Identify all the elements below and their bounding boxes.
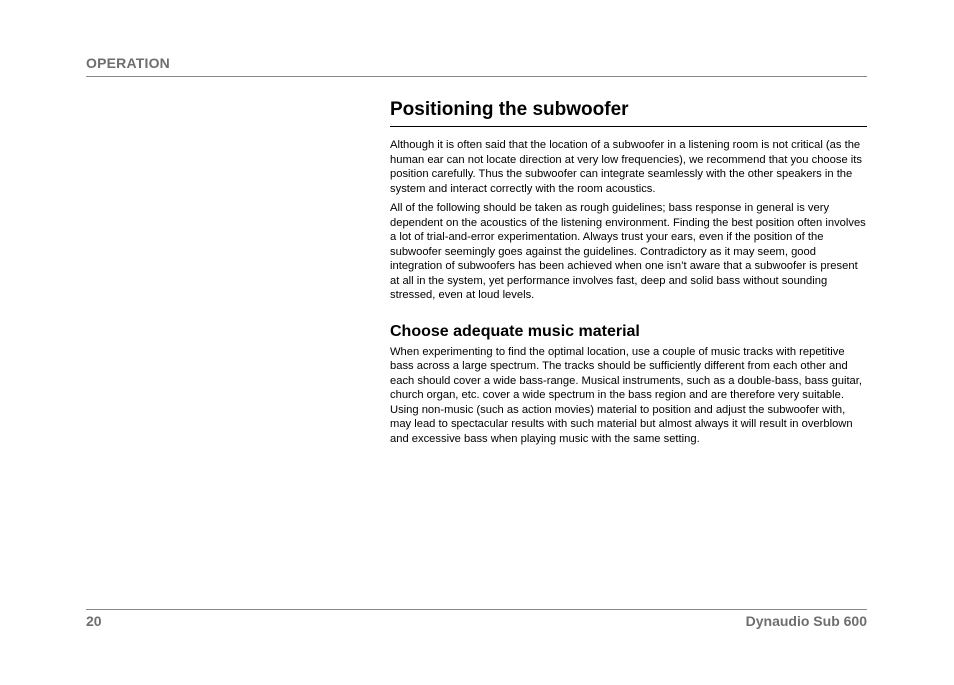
main-content: [390, 98, 867, 446]
section-header: OPERATION: [86, 55, 170, 71]
intro-paragraph: Although it is often said that the location of a subwoofer in a listening room is not critical (as the human ear can not locate direction at very low frequencies), we recommend that you choose its position carefully. Thus the subwoofer can integrate seamlessly with the other speakers in the system and interact correctly with the room acoustics.: [390, 139, 862, 195]
footer-divider: [86, 609, 867, 610]
subsection-title: Choose adequate music material: [390, 322, 640, 340]
header-divider: [86, 76, 867, 77]
guidelines-paragraph: All of the following should be taken as rough guidelines; bass response in general is very dependent on the acoustics of the listening environment. Finding the best position often involves a lot of trial-and-error experimentation. Always trust your ears, even if the position of the subwoofer seemingly goes against the guidelines. Contradictory as it may seem, good integration of subwoofers has been achieved when one isn’t aware that a subwoofer is present at all in the system, yet performance involves fast, deep and solid bass without sounding stressed, even at loud levels.: [390, 202, 866, 301]
page-title: Positioning the subwoofer: [390, 98, 867, 127]
music-material-paragraph: When experimenting to find the optimal location, use a couple of music tracks with repetitive bass across a large spectrum. The tracks should be sufficiently different from each other and each should cover a wide bass-range. Musical instruments, such as a double-bass, bass guitar, church organ, etc. cover a wide spectrum in the bass region and are therefore very suitable. Using non-music (such as action movies) material to position and adjust the subwoofer with, may lead to spectacular results with such material but almost always it will result in overblown and excessive bass when playing music with the same setting.: [390, 345, 862, 445]
product-name: Dynaudio Sub 600: [745, 613, 867, 629]
page-number: 20: [86, 613, 102, 629]
